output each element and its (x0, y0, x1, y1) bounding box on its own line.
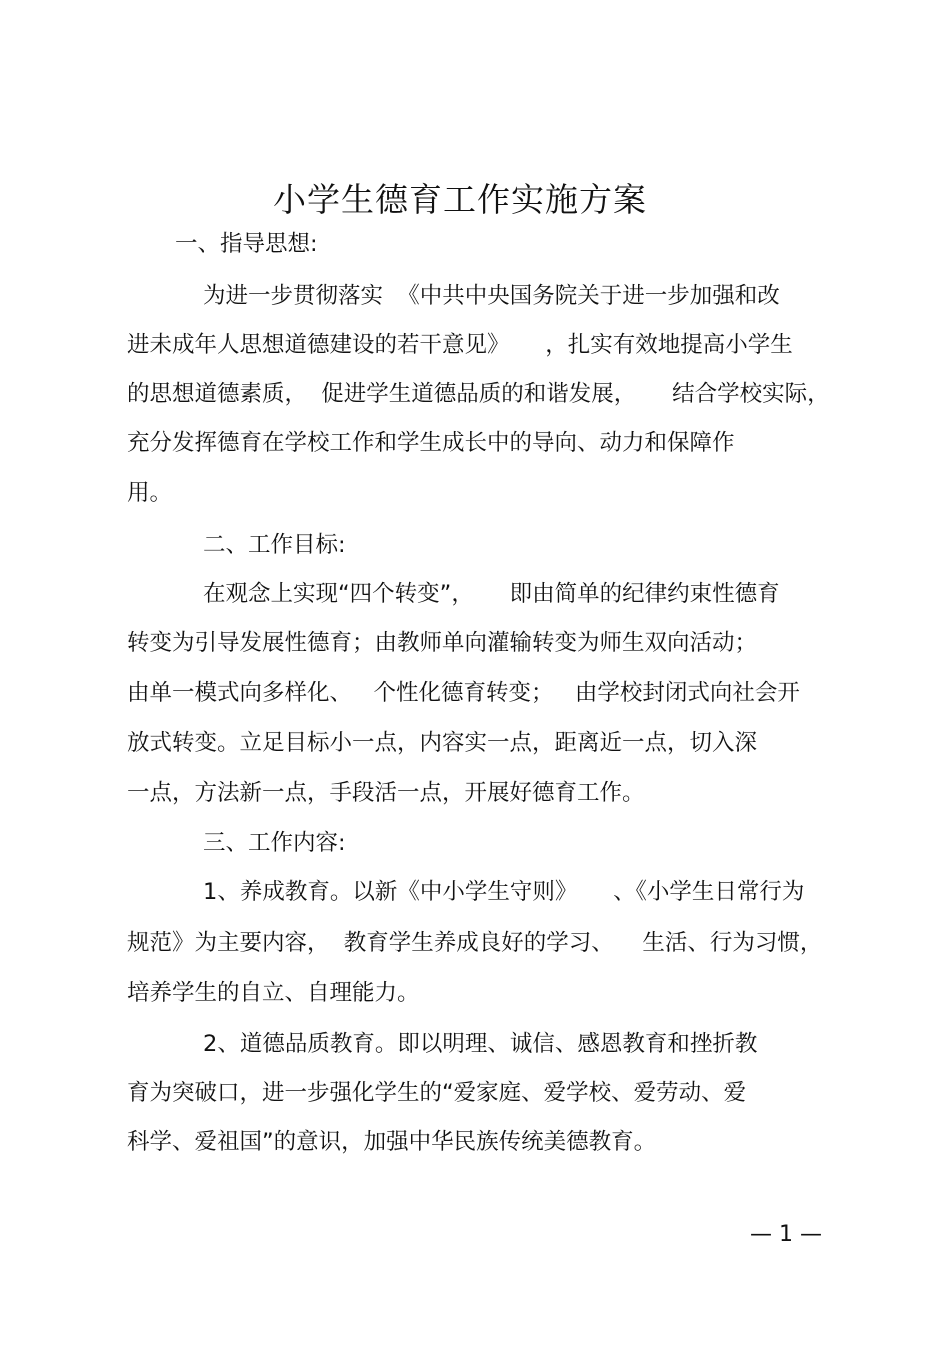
paragraph-line: 科学、爱祖国”的意识，加强中华民族传统美德教育。 (127, 1129, 657, 1155)
paragraph-line: 的思想道德素质， 促进学生道德品质的和谐发展， 结合学校实际， (127, 381, 830, 407)
paragraph-line: 一点，方法新一点，手段活一点，开展好德育工作。 (127, 780, 645, 806)
paragraph-line: 规范》为主要内容， 教育学生养成良好的学习、 生活、行为习惯， (127, 930, 823, 956)
paragraph-line: 转变为引导发展性德育；由教师单向灌输转变为师生双向活动； (127, 630, 758, 656)
document-title: 小学生德育工作实施方案 (273, 180, 647, 219)
heading-work-goals: 二、工作目标: (203, 532, 346, 558)
heading-guiding-ideology: 一、指导思想: (175, 231, 318, 257)
paragraph-line: 1、养成教育。以新《中小学生守则》 、《小学生日常行为 (203, 879, 805, 905)
page-number: — 1 — (750, 1222, 822, 1247)
paragraph-line: 充分发挥德育在学校工作和学生成长中的导向、动力和保障作 (127, 430, 735, 456)
paragraph-line: 2、道德品质教育。即以明理、诚信、感恩教育和挫折教 (203, 1031, 758, 1057)
paragraph-line: 在观念上实现“四个转变”， 即由简单的纪律约束性德育 (203, 581, 780, 607)
heading-work-content: 三、工作内容: (203, 830, 346, 856)
paragraph-line: 为进一步贯彻落实 《中共中央国务院关于进一步加强和改 (203, 283, 780, 309)
paragraph-line: 培养学生的自立、自理能力。 (127, 980, 420, 1006)
paragraph-line: 由单一模式向多样化、 个性化德育转变； 由学校封闭式向社会开 (127, 680, 800, 706)
paragraph-line: 放式转变。立足目标小一点，内容实一点，距离近一点，切入深 (127, 730, 758, 756)
paragraph-line: 进未成年人思想道德建设的若干意见》 ，扎实有效地提高小学生 (127, 332, 793, 358)
paragraph-line: 育为突破口，进一步强化学生的“爱家庭、爱学校、爱劳动、爱 (127, 1080, 747, 1106)
paragraph-line: 用。 (127, 480, 173, 506)
